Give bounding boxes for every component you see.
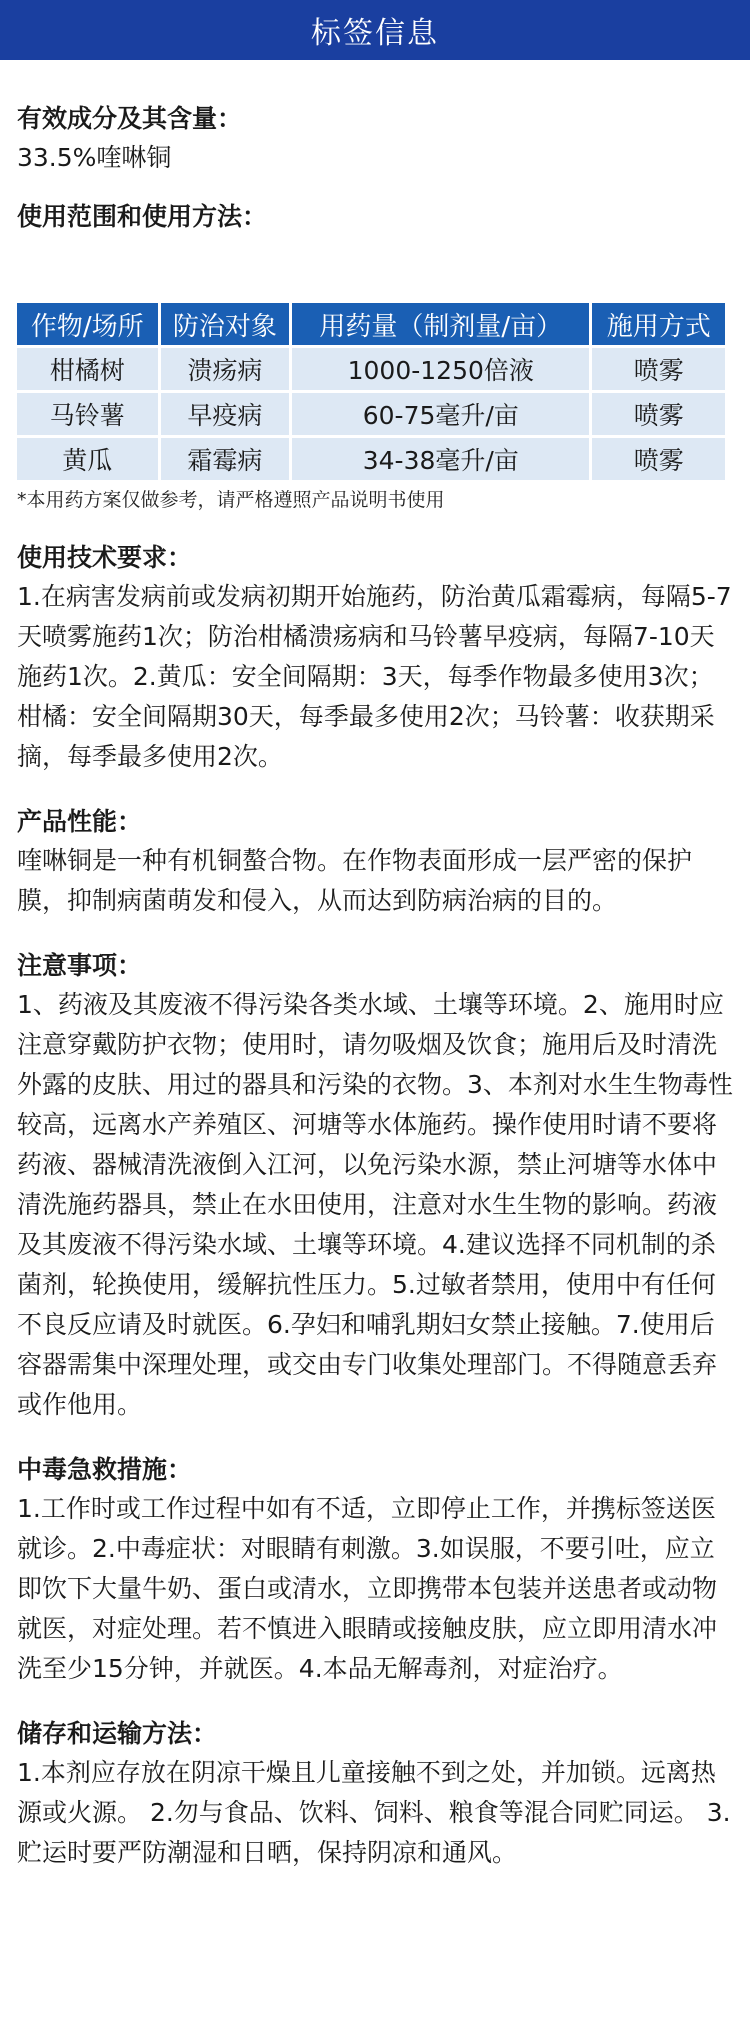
section-scope bbox=[17, 178, 733, 236]
header-bar bbox=[0, 0, 750, 60]
section-storage bbox=[17, 1715, 733, 1873]
table-cell: 溃疡病 bbox=[161, 348, 290, 390]
table-note: *本用药方案仅做参考，请严格遵照产品说明书使用 bbox=[17, 489, 445, 511]
technical-title: 使用技术要求： bbox=[17, 543, 193, 572]
firstaid-body: 1.工作时或工作过程中如有不适，立即停止工作，并携标签送医就诊。2.中毒症状：对眼睛有刺激。3.如误服，不要引吐，应立即饮下大量牛奶、蛋白或清水，立即携带本包装并送患者或动物就医，对症处理。若不慎进入眼睛或接触皮肤，应立即用清水冲洗至少15分钟，并就医。4.本品无解毒剂，对症治疗。 bbox=[17, 1494, 718, 1683]
table-cell: 霜霉病 bbox=[161, 438, 290, 480]
section-firstaid bbox=[17, 1451, 733, 1689]
table-cell: 早疫病 bbox=[161, 393, 290, 435]
storage-body: 1.本剂应存放在阴凉干燥且儿童接触不到之处，并加锁。远离热源或火源。 2.勿与食品、饮料、饲料、粮食等混合同贮同运。 3.贮运时要严防潮湿和日晒，保持阴凉和通风。 bbox=[17, 1758, 731, 1867]
page-title: 标签信息 bbox=[311, 16, 439, 51]
table-cell: 喷雾 bbox=[592, 438, 725, 480]
ingredient-title: 有效成分及其含量： bbox=[17, 104, 243, 133]
performance-title: 产品性能： bbox=[17, 807, 143, 836]
section-caution bbox=[17, 947, 733, 1425]
table-cell: 60-75毫升/亩 bbox=[292, 393, 589, 435]
table-cell: 喷雾 bbox=[592, 393, 725, 435]
table-header-row bbox=[17, 303, 725, 345]
table-header-dosage: 用药量（制剂量/亩） bbox=[292, 303, 589, 345]
table-cell: 1000-1250倍液 bbox=[292, 348, 589, 390]
ingredient-value: 33.5%喹啉铜 bbox=[17, 143, 172, 172]
storage-title: 储存和运输方法： bbox=[17, 1719, 218, 1748]
firstaid-title: 中毒急救措施： bbox=[17, 1455, 193, 1484]
label-content bbox=[0, 60, 750, 1873]
table-row bbox=[17, 393, 725, 435]
table-header-method: 施用方式 bbox=[592, 303, 725, 345]
table-cell: 马铃薯 bbox=[17, 393, 158, 435]
table-header-target: 防治对象 bbox=[161, 303, 290, 345]
performance-body: 喹啉铜是一种有机铜螯合物。在作物表面形成一层严密的保护膜，抑制病菌萌发和侵入，从而达到防病治病的目的。 bbox=[17, 846, 693, 915]
table-row bbox=[17, 438, 725, 480]
section-ingredient bbox=[17, 60, 733, 178]
caution-body: 1、药液及其废液不得污染各类水域、土壤等环境。2、施用时应注意穿戴防护衣物；使用时，请勿吸烟及饮食；施用后及时清洗外露的皮肤、用过的器具和污染的衣物。3、本剂对水生生物毒性较高，远离水产养殖区、河塘等水体施药。操作使用时请不要将药液、器械清洗液倒入江河，以免污染水源，禁止河塘等水体中清洗施药器具，禁止在水田使用，注意对水生生物的影响。药液及其废液不得污染水域、土壤等环境。4.建议选择不同机制的杀菌剂，轮换使用，缓解抗性压力。5.过敏者禁用，使用中有任何不良反应请及时就医。6.孕妇和哺乳期妇女禁止接触。7.使用后容器需集中深理处理，或交由专门收集处理部门。不得随意丢弃或作他用。 bbox=[17, 990, 733, 1419]
caution-title: 注意事项： bbox=[17, 951, 143, 980]
technical-body: 1.在病害发病前或发病初期开始施药，防治黄瓜霜霉病，每隔5-7天喷雾施药1次；防治柑橘溃疡病和马铃薯早疫病，每隔7-10天施药1次。2.黄瓜：安全间隔期：3天，每季作物最多使用3次；柑橘：安全间隔期30天，每季最多使用2次；马铃薯：收获期采摘，每季最多使用2次。 bbox=[17, 582, 732, 771]
usage-table bbox=[14, 300, 728, 483]
table-cell: 34-38毫升/亩 bbox=[292, 438, 589, 480]
table-cell: 黄瓜 bbox=[17, 438, 158, 480]
section-performance bbox=[17, 803, 733, 921]
table-header-crop: 作物/场所 bbox=[17, 303, 158, 345]
table-row bbox=[17, 348, 725, 390]
table-cell: 柑橘树 bbox=[17, 348, 158, 390]
section-technical bbox=[17, 539, 733, 777]
scope-title: 使用范围和使用方法： bbox=[17, 202, 268, 231]
table-cell: 喷雾 bbox=[592, 348, 725, 390]
